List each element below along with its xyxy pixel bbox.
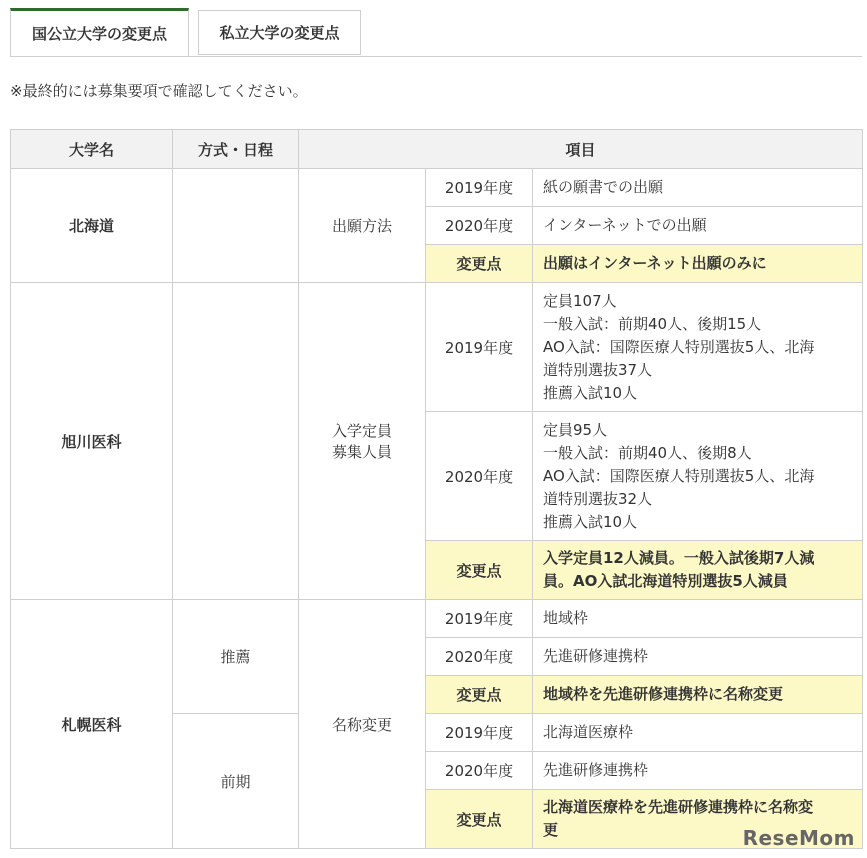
year-cell: 2020年度 bbox=[426, 752, 533, 790]
change-line: 入学定員12人減員。一般入試後期7人減 bbox=[543, 549, 815, 567]
change-line: 北海道医療枠を先進研修連携枠に名称変 bbox=[543, 798, 814, 816]
value-line: 定員95人 bbox=[543, 420, 608, 439]
value-line: 道特別選抜32人 bbox=[543, 489, 653, 508]
value-line: 推薦入試10人 bbox=[543, 383, 638, 402]
value-line: 推薦入試10人 bbox=[543, 512, 638, 531]
value-cell bbox=[533, 283, 863, 412]
changes-table bbox=[10, 129, 863, 849]
year-cell: 2019年度 bbox=[426, 714, 533, 752]
change-label: 変更点 bbox=[426, 541, 533, 600]
confirmation-note: ※最終的には募集要項で確認してください。 bbox=[10, 82, 308, 100]
value-line: 定員107人 bbox=[543, 291, 617, 310]
tab-bar bbox=[10, 8, 862, 57]
year-cell: 2019年度 bbox=[426, 600, 533, 638]
change-label: 変更点 bbox=[426, 676, 533, 714]
change-cell: 地域枠を先進研修連携枠に名称変更 bbox=[533, 676, 863, 714]
value-line: AO入試：国際医療人特別選抜5人、北海 bbox=[543, 466, 815, 485]
value-cell: 北海道医療枠 bbox=[533, 714, 863, 752]
item-line: 入学定員 bbox=[331, 422, 392, 440]
item-cell bbox=[299, 283, 426, 600]
table-row bbox=[11, 283, 863, 412]
method-cell bbox=[173, 169, 299, 283]
university-name: 北海道 bbox=[11, 169, 173, 283]
change-line: 員。AO入試北海道特別選抜5人減員 bbox=[543, 572, 788, 590]
change-label: 変更点 bbox=[426, 245, 533, 283]
value-cell: 先進研修連携枠 bbox=[533, 638, 863, 676]
value-line: 一般入試：前期40人、後期15人 bbox=[543, 314, 762, 333]
resemom-logo: ReseMom bbox=[742, 826, 855, 850]
tab-private-universities[interactable]: 私立大学の変更点 bbox=[198, 10, 361, 55]
method-cell: 前期 bbox=[173, 714, 299, 849]
method-cell: 推薦 bbox=[173, 600, 299, 714]
value-cell: 先進研修連携枠 bbox=[533, 752, 863, 790]
university-name: 札幌医科 bbox=[11, 600, 173, 849]
item-cell: 出願方法 bbox=[299, 169, 426, 283]
university-name: 旭川医科 bbox=[11, 283, 173, 600]
method-cell bbox=[173, 283, 299, 600]
value-cell: 紙の願書での出願 bbox=[533, 169, 863, 207]
table-row bbox=[11, 600, 863, 638]
year-cell: 2019年度 bbox=[426, 283, 533, 412]
table-header-row bbox=[11, 130, 863, 169]
year-cell: 2019年度 bbox=[426, 169, 533, 207]
year-cell: 2020年度 bbox=[426, 412, 533, 541]
header-item: 項目 bbox=[299, 130, 863, 169]
value-cell bbox=[533, 412, 863, 541]
change-label: 変更点 bbox=[426, 790, 533, 849]
value-line: AO入試：国際医療人特別選抜5人、北海 bbox=[543, 337, 815, 356]
value-cell: インターネットでの出願 bbox=[533, 207, 863, 245]
change-line: 更 bbox=[543, 821, 559, 839]
change-cell bbox=[533, 541, 863, 600]
value-line: 道特別選抜37人 bbox=[543, 360, 653, 379]
year-cell: 2020年度 bbox=[426, 207, 533, 245]
year-cell: 2020年度 bbox=[426, 638, 533, 676]
item-line: 募集人員 bbox=[331, 443, 392, 461]
table-row bbox=[11, 169, 863, 207]
tab-national-universities[interactable]: 国公立大学の変更点 bbox=[10, 8, 189, 56]
header-university: 大学名 bbox=[11, 130, 173, 169]
value-cell: 地域枠 bbox=[533, 600, 863, 638]
value-line: 一般入試：前期40人、後期8人 bbox=[543, 443, 752, 462]
header-method: 方式・日程 bbox=[173, 130, 299, 169]
item-cell: 名称変更 bbox=[299, 600, 426, 849]
change-cell: 出願はインターネット出願のみに bbox=[533, 245, 863, 283]
